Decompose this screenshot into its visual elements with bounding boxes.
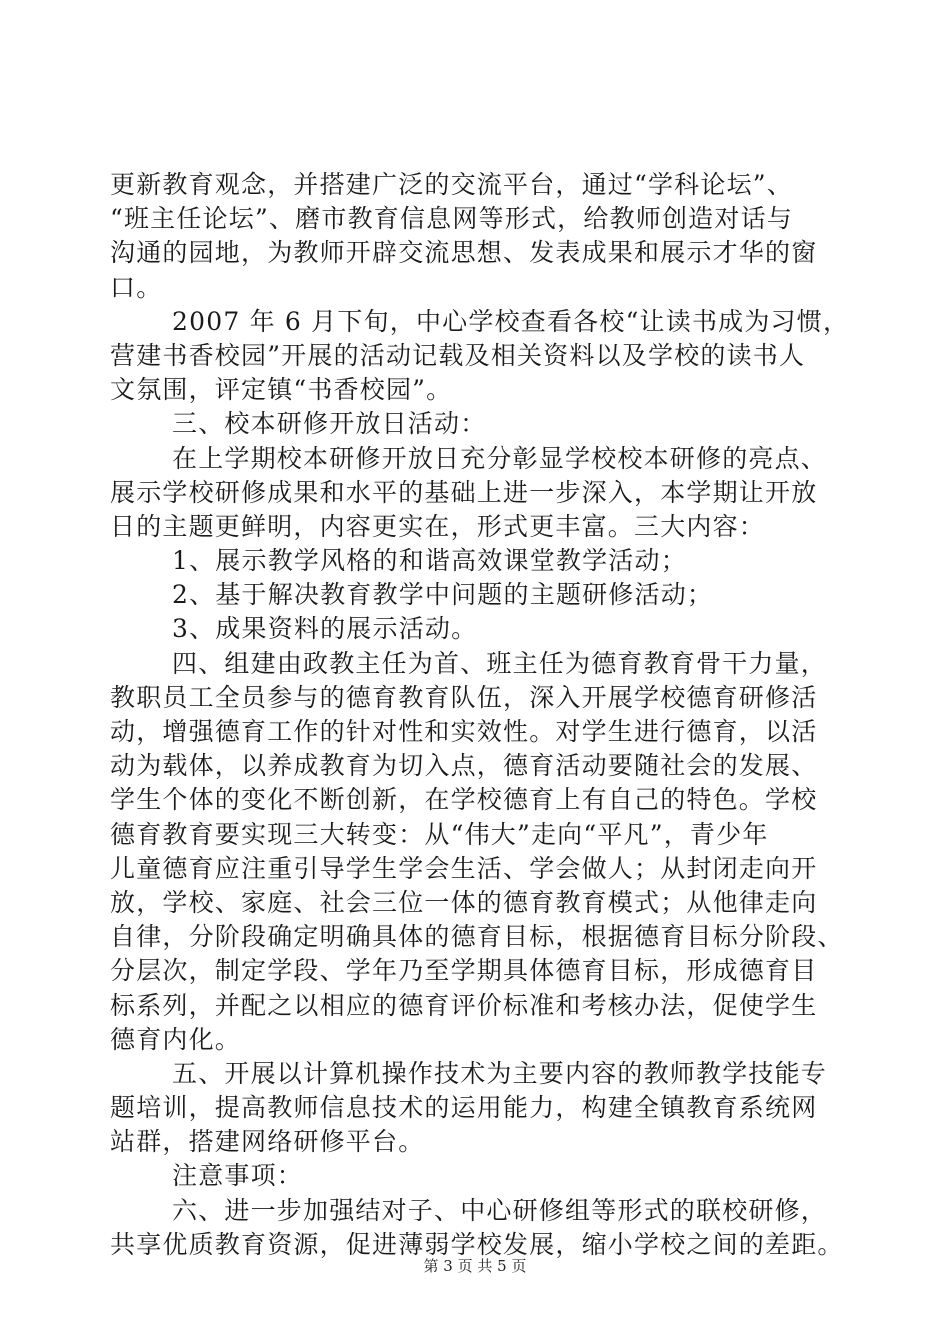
text-line: “班主任论坛”、磨市教育信息网等形式，给教师创造对话与 [110,204,793,234]
text-line: 六、进一步加强结对子、中心研修组等形式的联校研修， [172,1195,828,1225]
text-line: 学生个体的变化不断创新，在学校德育上有自己的特色。学校 [110,785,818,815]
text-line: 四、组建由政教主任为首、班主任为德育教育骨干力量， [172,648,828,678]
text-line: 儿童德育应注重引导学生学会生活、学会做人；从封闭走向开 [110,853,818,883]
text-line: 2007 年 6 月下旬，中心学校查看各校“让读书成为习惯， [172,306,850,336]
text-line: 共享优质教育资源，促进薄弱学校发展，缩小学校之间的差距。 [110,1229,844,1259]
text-line: 营建书香校园”开展的活动记载及相关资料以及学校的读书人 [110,340,806,370]
text-line: 动，增强德育工作的针对性和实效性。对学生进行德育，以活 [110,717,818,746]
text-line: 标系列，并配之以相应的德育评价标准和考核办法，促使学生 [110,990,818,1020]
text-line: 教职员工全员参与的德育教育队伍，深入开展学校德育研修活 [110,682,818,712]
text-line: 沟通的园地，为教师开辟交流思想、发表成果和展示才华的窗 [110,238,818,268]
document-body [110,168,850,1262]
text-line: 2、基于解决教育教学中问题的主题研修活动； [172,580,714,610]
text-line: 注意事项： [172,1161,304,1191]
text-line: 德育内化。 [110,1024,242,1054]
text-line: 在上学期校本研修开放日充分彰显学校校本研修的亮点、 [172,443,828,473]
text-line: 动为载体，以养成教育为切入点，德育活动要随社会的发展、 [110,751,818,781]
text-line: 分层次，制定学段、学年乃至学期具体德育目标，形成德育目 [110,956,818,986]
text-line: 站群，搭建网络研修平台。 [110,1127,425,1157]
text-line: 文氛围，评定镇“书香校园”。 [110,375,453,405]
text-line: 德育教育要实现三大转变：从“伟大”走向“平凡”，青少年 [110,819,769,849]
text-line: 展示学校研修成果和水平的基础上进一步深入，本学期让开放 [110,477,818,507]
text-line: 更新教育观念，并搭建广泛的交流平台，通过“学科论坛”、 [110,170,793,199]
text-line: 口。 [110,272,163,302]
text-line: 放，学校、家庭、社会三位一体的德育教育模式；从他律走向 [110,887,818,917]
text-line: 自律，分阶段确定明确具体的德育目标，根据德育目标分阶段、 [110,922,844,952]
text-line: 3、成果资料的展示活动。 [172,614,478,644]
text-line: 日的主题更鲜明，内容更实在，形式更丰富。三大内容： [110,511,766,541]
text-line: 五、开展以计算机操作技术为主要内容的教师教学技能专 [172,1058,828,1088]
text-line: 题培训，提高教师信息技术的运用能力，构建全镇教育系统网 [110,1093,818,1123]
text-line: 三、校本研修开放日活动： [172,409,487,439]
page-number: 第 3 页 共 5 页 [423,1257,527,1275]
text-line: 1、展示教学风格的和谐高效课堂教学活动； [172,546,687,576]
